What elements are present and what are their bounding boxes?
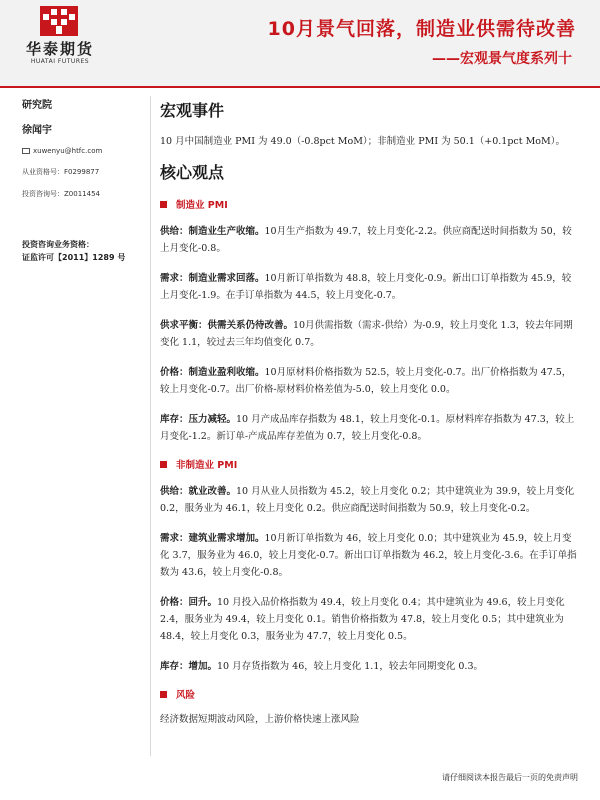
license-label: 投资咨询业务资格： — [22, 240, 94, 249]
viewpoint-body: 10月新订单指数为 48.8，较上月变化-0.9。新出口订单指数为 45.9，较上月变化-1.9。在手订单指数为 44.5，较上月变化-0.7。 — [160, 273, 572, 301]
bullet-square-icon — [160, 691, 167, 698]
viewpoint-paragraph — [160, 317, 578, 351]
viewpoint-paragraph — [160, 530, 578, 581]
viewpoint-body: 10月原材料价格指数为 52.5，较上月变化-0.7。出厂价格指数为 47.5，较上月变化-0.7。出厂价格-原材料价格差值为-5.0，较上月变化 0.0。 — [160, 367, 572, 395]
viewpoint-body: 10月新订单指数为 46，较上月变化 0.0；其中建筑业为 45.9，较上月变化 3.7，服务业为 46.0，较上月变化-0.7。新出口订单指数为 46.2，较上月变化-3.6。在手订单指数为 43.6，较上月变化-0.8。 — [160, 533, 577, 578]
viewpoint-paragraph — [160, 223, 578, 257]
viewpoint-paragraph — [160, 411, 578, 445]
sidebar — [22, 96, 147, 262]
viewpoint-lead: 供求平衡：供需关系仍待改善。 — [160, 320, 294, 331]
risk-heading — [160, 687, 578, 701]
report-subtitle: ——宏观景气度系列十 — [432, 51, 572, 67]
consult-number: 投资咨询号：Z0011454 — [22, 190, 100, 198]
manufacturing-points — [160, 223, 578, 445]
logo-english-name: HUATAI FUTURES — [30, 58, 90, 65]
core-section-title: 核心观点 — [160, 163, 225, 182]
column-divider — [150, 96, 151, 756]
manufacturing-pmi-label: 制造业 PMI — [176, 200, 228, 211]
viewpoint-body: 10月生产指数为 49.7，较上月变化-2.2。供应商配送时间指数为 50，较上月变化-0.8。 — [160, 226, 572, 254]
manufacturing-pmi-heading — [160, 197, 578, 211]
viewpoint-lead: 库存：压力减轻。 — [160, 414, 237, 425]
viewpoint-paragraph — [160, 658, 578, 675]
report-header — [0, 0, 600, 86]
qualification-number: 从业资格号：F0299877 — [22, 168, 100, 176]
main-content — [160, 96, 578, 728]
viewpoint-body: 10 月存货指数为 46，较上月变化 1.1，较去年同期变化 0.3。 — [217, 661, 483, 672]
viewpoint-lead: 需求：制造业需求回落。 — [160, 273, 265, 284]
logo-mark-icon — [40, 6, 78, 36]
license-number: 证监许可【2011】1289 号 — [22, 253, 126, 262]
viewpoint-lead: 价格：制造业盈利收缩。 — [160, 367, 265, 378]
risk-label: 风险 — [176, 690, 196, 701]
email-row — [22, 147, 147, 155]
non-manufacturing-points — [160, 483, 578, 675]
disclaimer-note: 请仔细阅读本报告最后一页的免责声明 — [442, 773, 578, 782]
viewpoint-body: 10月供需指数（需求-供给）为-0.9，较上月变化 1.3，较去年同期变化 1.1，较过去三年均值变化 0.7。 — [160, 320, 573, 348]
department: 研究院 — [22, 100, 52, 111]
viewpoint-body: 10 月产成品库存指数为 48.1，较上月变化-0.1。原材料库存指数为 47.3，较上月变化-1.2。新订单-产成品库存差值为 0.7，较上月变化-0.8。 — [160, 414, 575, 442]
viewpoint-paragraph — [160, 270, 578, 304]
viewpoint-paragraph — [160, 594, 578, 645]
license-block — [22, 238, 147, 264]
mail-icon — [22, 148, 30, 154]
viewpoint-lead: 供给：制造业生产收缩。 — [160, 226, 265, 237]
non-manufacturing-pmi-heading — [160, 457, 578, 471]
macro-section-title: 宏观事件 — [160, 101, 225, 120]
bullet-square-icon — [160, 461, 167, 468]
macro-event-text: 10 月中国制造业 PMI 为 49.0（-0.8pct MoM）；非制造业 PMI 为 50.1（+0.1pct MoM）。 — [160, 136, 565, 147]
viewpoint-lead: 价格：回升。 — [160, 597, 218, 608]
risk-text: 经济数据短期波动风险，上游价格快速上涨风险 — [160, 714, 360, 725]
viewpoint-lead: 供给：就业改善。 — [160, 486, 237, 497]
viewpoint-body: 10 月投入品价格指数为 49.4，较上月变化 0.4；其中建筑业为 49.6，较上月变化 2.4，服务业为 49.4，较上月变化 0.1。销售价格指数为 47.8，较上月变化 0.5；其中建筑业为 48.4，较上月变化 0.3，服务业为 47.7，较上月变化 0.5。 — [160, 597, 565, 642]
non-manufacturing-pmi-label: 非制造业 PMI — [176, 460, 238, 471]
viewpoint-paragraph — [160, 483, 578, 517]
viewpoint-lead: 需求：建筑业需求增加。 — [160, 533, 265, 544]
viewpoint-lead: 库存：增加。 — [160, 661, 218, 672]
viewpoint-body: 10 月从业人员指数为 45.2，较上月变化 0.2；其中建筑业为 39.9，较上月变化 0.2，服务业为 46.1，较上月变化 0.2。供应商配送时间指数为 50.9，较上月变化-0.2。 — [160, 486, 575, 514]
author-email[interactable]: xuwenyu@htfc.com — [33, 147, 103, 155]
author-name: 徐闻宇 — [22, 125, 52, 136]
header-divider — [0, 86, 600, 88]
viewpoint-paragraph — [160, 364, 578, 398]
bullet-square-icon — [160, 201, 167, 208]
logo-name: 华泰期货 — [25, 40, 94, 58]
report-title: 10月景气回落，制造业供需待改善 — [267, 18, 576, 40]
company-logo — [22, 6, 98, 72]
